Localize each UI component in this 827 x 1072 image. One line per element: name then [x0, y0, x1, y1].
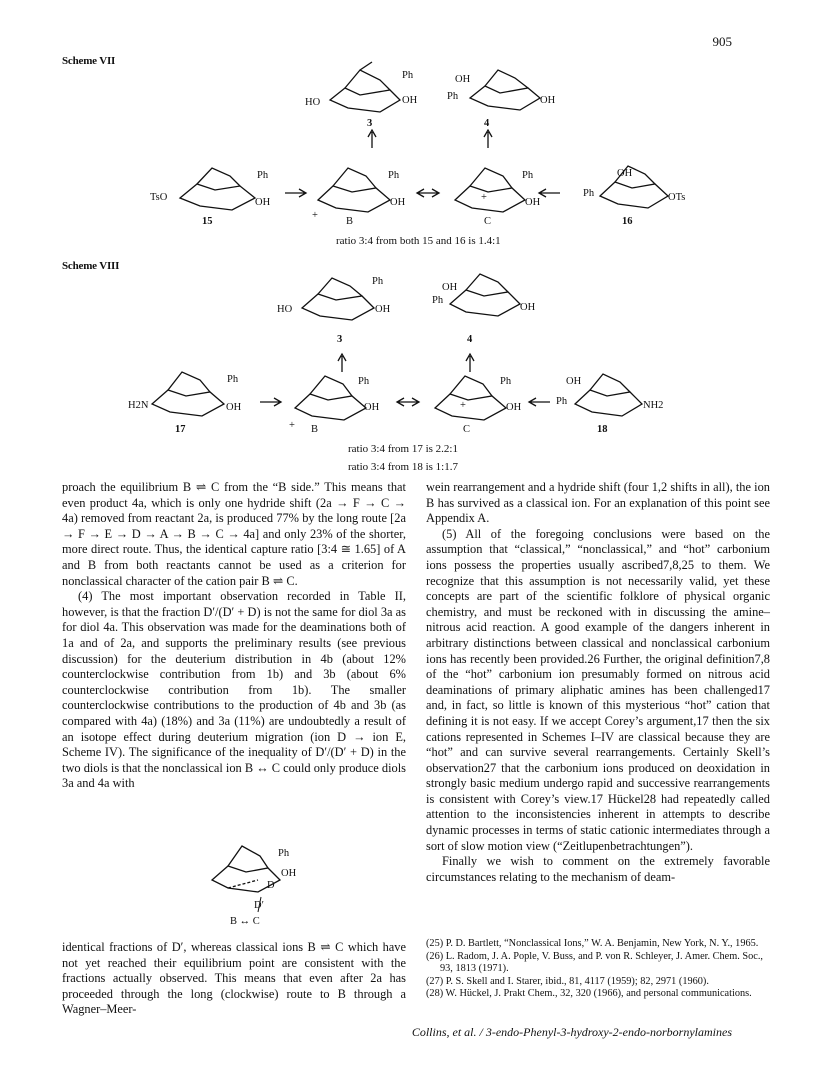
label-ho: HO [277, 304, 293, 315]
label-oh: OH [364, 402, 380, 413]
left-column-continued [62, 940, 406, 1018]
page-number: 905 [712, 34, 732, 49]
inline-label-oh: OH [281, 868, 297, 879]
label-ph: Ph [227, 374, 239, 385]
label-ph: Ph [402, 70, 414, 81]
scheme-viii-ratio-17: ratio 3:4 from 17 is 2.2:1 [348, 443, 458, 455]
right-paragraph-3: Finally we wish to comment on the extremely favorable circumstances relating to the mechanism of deam- [426, 854, 770, 884]
ion-label-c-viii: C [463, 424, 471, 435]
label-ph: Ph [358, 376, 370, 387]
label-oh: OH [375, 304, 391, 315]
compound-number-4: 4 [484, 118, 490, 129]
label-nh2: NH2 [643, 400, 664, 411]
label-ph: Ph [372, 276, 384, 287]
compound-number-3-viii: 3 [337, 334, 343, 345]
compound-3-structure [330, 62, 400, 112]
reference-27: (27) P. S. Skell and I. Starer, ibid., 81, 4117 (1959); 82, 2971 (1960). [426, 975, 709, 987]
label-oh: OH [617, 168, 633, 179]
label-ph: Ph [522, 170, 534, 181]
label-oh: OH [566, 376, 582, 387]
label-oh: OH [520, 302, 536, 313]
compound-4-structure [470, 70, 540, 110]
compound-3-structure-viii [302, 278, 374, 320]
label-oh: OH [442, 282, 458, 293]
label-ph: Ph [583, 188, 595, 199]
arrow-18-to-c [529, 398, 550, 406]
inline-label-ph: Ph [278, 848, 290, 859]
label-ots: OTs [668, 192, 686, 203]
compound-number-3: 3 [367, 118, 373, 129]
arrow-up-to-3-viii [338, 354, 346, 372]
reference-28: (28) W. Hückel, J. Prakt Chem., 32, 320 (1966), and personal communications. [426, 988, 752, 1000]
inline-label-dprime: D′ [254, 900, 264, 911]
label-h2n: H2N [128, 400, 149, 411]
label-ph: Ph [447, 91, 459, 102]
left-column [62, 480, 406, 792]
compound-number-17: 17 [175, 424, 186, 435]
right-paragraph-2: (5) All of the foregoing conclusions were based on the assumption that “classical,” “nonclassical,” and “hot” carbonium ions possess the properties usually ascribed7,8,25 to them. We recognize that this assumption is not necessarily valid, yet these concepts are part of the scientific folklore of physical organic chemistry, and must be reckoned with in discussing the amine–nitrous acid reaction. A good example of the dangers inherent in arbitrary distinctions between classical and nonclassical carbonium ions has recently been provided.26 Further, the original definition7,8 of the “hot” carbonium ion presumably formed on nitrous acid deaminations of primary aliphatic amines has been challenged17 and, in fact, so little is known of this mysterious “hot” cation that defining it is not easy. If we accept Corey’s argument,17 then the six cations represented in Schemes I–IV are classical because they are “hot” and can survive several rearrangements. Certainly Skell’s observation27 that the carbonium ions produced on deoxidation in strongly basic medium undergo rapid and successive rearrangements is consistent with Corey’s view.17 Hückel28 had repeatedly called attention to the inconsistencies inherent in attempts to describe dynamic processes in terms of static cationic intermediates through a sort of slow motion view (“Zeitlupenbetrachtungen”). [426, 526, 770, 853]
label-ph: Ph [432, 295, 444, 306]
label-ph: Ph [388, 170, 400, 181]
right-column [426, 480, 770, 885]
references [426, 938, 770, 1001]
label-oh: OH [540, 95, 556, 106]
compound-number-18: 18 [597, 424, 608, 435]
scheme-viii-label: Scheme VIII [62, 260, 120, 272]
ion-b-structure [318, 168, 390, 212]
label-oh: OH [402, 95, 418, 106]
compound-number-4-viii: 4 [467, 334, 473, 345]
compound-17-structure [152, 372, 224, 416]
compound-number-15: 15 [202, 216, 213, 227]
label-plus: + [481, 192, 487, 203]
left-paragraph-2: (4) The most important observation recorded in Table II, however, is that the fraction D′/(D′ + D) is not the same for diol 3a as for diol 4a. This observation was made for the deaminations both of 1a and of 2a, and supports the preliminary results (see previous discussion) for the deuterium distribution in 4b (about 12% counterclockwise contribution from 1b) and 3b (about 6% counterclockwise contribution from 1b). The smaller counterclockwise contributions to the production of 4b and 3b (as compared with 4a) (18%) and 3a (11%) are undoubtedly a result of an isotope effect during deuterium migration (ion D → ion E, Scheme IV). The significance of the inequality of D′/(D′ + D) in the two diols is that the nonclassical ion B ↔ C could only produce diols 3a and 4a with [62, 589, 406, 791]
compound-18-structure [575, 374, 642, 416]
ion-c-structure-viii [435, 376, 506, 420]
label-ph: Ph [500, 376, 512, 387]
inline-caption: B ↔ C [230, 916, 260, 927]
label-oh: OH [525, 197, 541, 208]
reference-26: (26) L. Radom, J. A. Pople, V. Buss, and P. von R. Schleyer, J. Amer. Chem. Soc., 93, 1813 (1971). [426, 950, 764, 975]
arrow-b-c-equilibrium-viii [397, 398, 419, 406]
compound-16-structure [600, 166, 668, 208]
ion-label-c: C [484, 216, 492, 227]
label-plus: + [460, 400, 466, 411]
scheme-vii-label: Scheme VII [62, 55, 116, 67]
label-plus: + [289, 420, 295, 431]
ion-c-structure [455, 168, 525, 212]
arrow-up-to-3 [368, 130, 376, 148]
label-oh: OH [506, 402, 522, 413]
ion-label-b: B [346, 216, 354, 227]
label-tso: TsO [150, 192, 168, 203]
left-paragraph-3: identical fractions of D′, whereas classical ions B ⇌ C which have not yet reached their equilibrium point are consistent with the fractions actually observed. This means that even after 2a has proceeded through the long (clockwise) route to B through a Wagner–Meer- [62, 940, 406, 1017]
ion-label-b-viii: B [311, 424, 319, 435]
label-plus: + [312, 210, 318, 221]
arrow-up-to-4 [484, 130, 492, 148]
arrow-17-to-b [260, 398, 281, 406]
ion-b-structure-viii [295, 376, 366, 420]
compound-number-16: 16 [622, 216, 633, 227]
arrow-b-c-equilibrium [417, 189, 439, 197]
label-ph: Ph [556, 396, 568, 407]
label-ho: HO [305, 97, 321, 108]
inline-label-d: D [267, 880, 275, 891]
arrow-16-to-c [539, 189, 560, 197]
arrow-15-to-b [285, 189, 306, 197]
scheme-viii-ratio-18: ratio 3:4 from 18 is 1:1.7 [348, 461, 458, 473]
compound-4-structure-viii [450, 274, 520, 316]
label-oh: OH [226, 402, 242, 413]
right-paragraph-1: wein rearrangement and a hydride shift (four 1,2 shifts in all), the ion B has survived as a classical ion. For an explanation of this point see Appendix A. [426, 480, 770, 526]
label-oh: OH [390, 197, 406, 208]
arrow-up-to-4-viii [466, 354, 474, 372]
reference-25: (25) P. D. Bartlett, “Nonclassical Ions,” W. A. Benjamin, New York, N. Y., 1965. [426, 938, 759, 949]
scheme-vii-ratio: ratio 3:4 from both 15 and 16 is 1.4:1 [336, 235, 501, 247]
label-ph: Ph [257, 170, 269, 181]
compound-15-structure [180, 168, 255, 210]
running-footer: Collins, et al. / 3-endo-Phenyl-3-hydroxy-2-endo-norbornylamines [411, 1025, 732, 1039]
label-oh: OH [455, 74, 471, 85]
left-paragraph-1: proach the equilibrium B ⇌ C from the “B side.” This means that even product 4a, which is only one hydride shift (2a → F → C → 4a) removed from reactant 2a, is produced 77% by the long route [2a → F → E → D → A → B → C → 4a] and only 23% of the shorter, more direct route. Thus, the identical capture ratio [3:4 ≅ 1.65] of A and B from both reactants cannot be used as a criterion for nonclassical character of the cation pair B ⇌ C. [62, 480, 406, 588]
label-oh: OH [255, 197, 271, 208]
